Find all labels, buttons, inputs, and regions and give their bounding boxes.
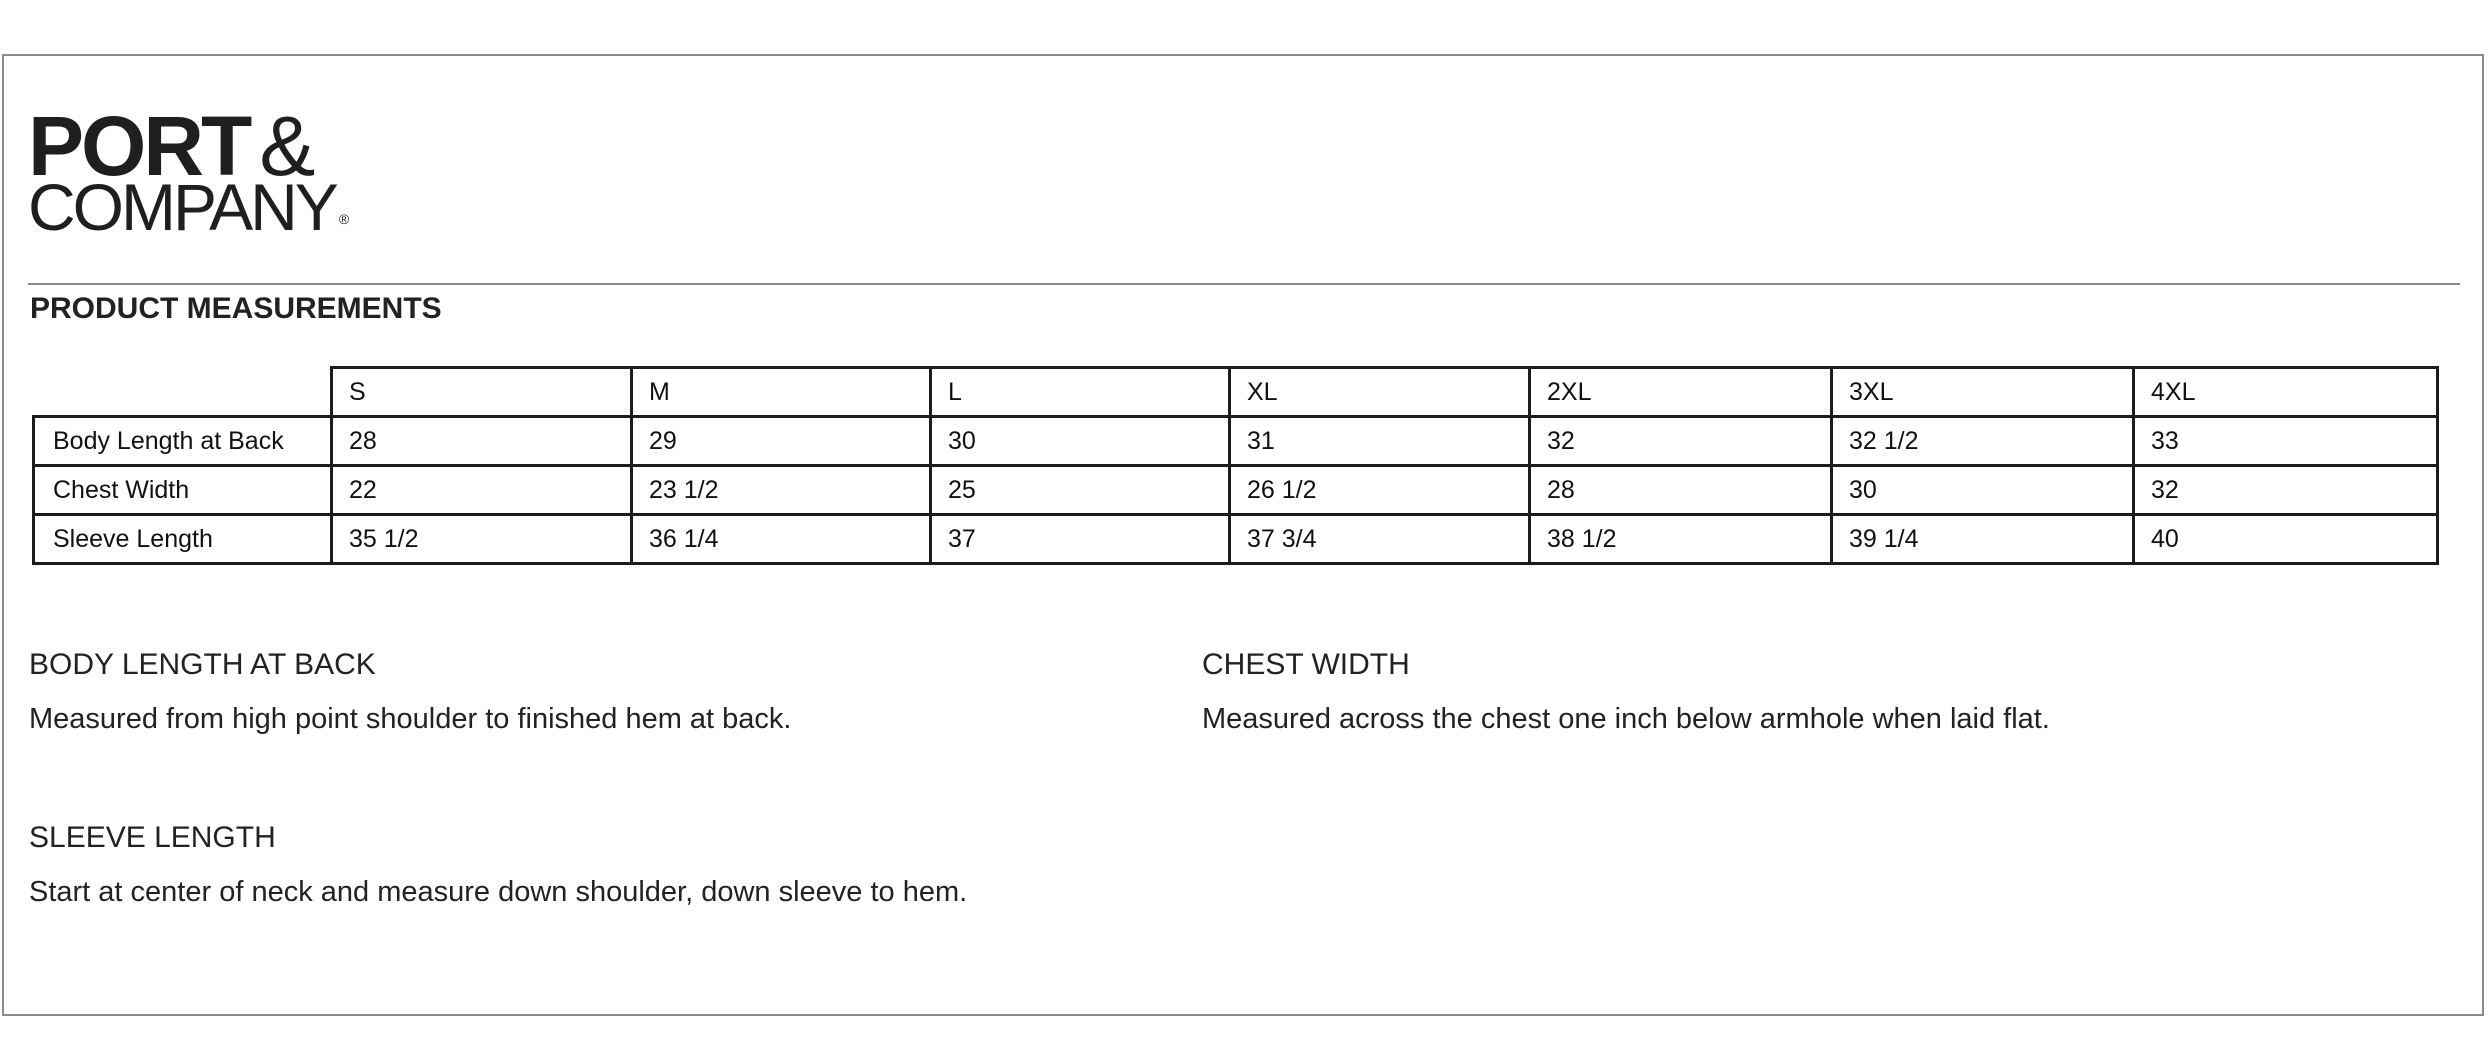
table-cell: 37 3/4 (1230, 515, 1530, 564)
table-corner-cell (34, 368, 332, 417)
table-row-chest-width (34, 466, 2438, 515)
table-row-body-length (34, 417, 2438, 466)
table-cell: 32 1/2 (1832, 417, 2134, 466)
table-cell: 29 (632, 417, 931, 466)
chest-width-description (1202, 648, 2050, 736)
row-label: Sleeve Length (34, 515, 332, 564)
port-and-company-logo (28, 99, 408, 244)
header-divider (28, 283, 2460, 285)
table-cell: 31 (1230, 417, 1530, 466)
table-cell: 30 (1832, 466, 2134, 515)
body-length-description (29, 648, 791, 736)
row-label: Chest Width (34, 466, 332, 515)
table-cell: 23 1/2 (632, 466, 931, 515)
table-cell: 26 1/2 (1230, 466, 1530, 515)
size-header: 4XL (2134, 368, 2438, 417)
table-cell: 36 1/4 (632, 515, 931, 564)
size-header: XL (1230, 368, 1530, 417)
table-cell: 22 (332, 466, 632, 515)
chest-width-text: Measured across the chest one inch below armhole when laid flat. (1202, 703, 2050, 735)
table-cell: 38 1/2 (1530, 515, 1832, 564)
sleeve-length-text: Start at center of neck and measure down shoulder, down sleeve to hem. (29, 876, 968, 908)
body-length-text: Measured from high point shoulder to finished hem at back. (29, 703, 792, 735)
sleeve-length-heading: SLEEVE LENGTH (29, 821, 276, 854)
size-header: 2XL (1530, 368, 1832, 417)
table-row-sleeve-length (34, 515, 2438, 564)
logo-word-port: PORT (28, 99, 250, 193)
table-cell: 30 (931, 417, 1230, 466)
table-cell: 33 (2134, 417, 2438, 466)
table-header-row (34, 368, 2438, 417)
size-header: M (632, 368, 931, 417)
size-header: S (332, 368, 632, 417)
body-length-heading: BODY LENGTH AT BACK (29, 648, 376, 681)
measurements-table (32, 366, 2439, 565)
size-header: 3XL (1832, 368, 2134, 417)
table-cell: 32 (2134, 466, 2438, 515)
section-title: PRODUCT MEASUREMENTS (30, 292, 442, 325)
logo-ampersand: & (259, 99, 316, 193)
table-cell: 28 (1530, 466, 1832, 515)
table-cell: 28 (332, 417, 632, 466)
chest-width-heading: CHEST WIDTH (1202, 648, 1410, 681)
row-label: Body Length at Back (34, 417, 332, 466)
sleeve-length-description (29, 821, 967, 909)
table-cell: 25 (931, 466, 1230, 515)
size-header: L (931, 368, 1230, 417)
table-cell: 40 (2134, 515, 2438, 564)
registered-mark: ® (338, 211, 350, 227)
table-cell: 37 (931, 515, 1230, 564)
table-cell: 32 (1530, 417, 1832, 466)
table-cell: 35 1/2 (332, 515, 632, 564)
logo-word-company: COMPANY (28, 170, 336, 244)
table-cell: 39 1/4 (1832, 515, 2134, 564)
logo-line-2 (28, 170, 350, 252)
